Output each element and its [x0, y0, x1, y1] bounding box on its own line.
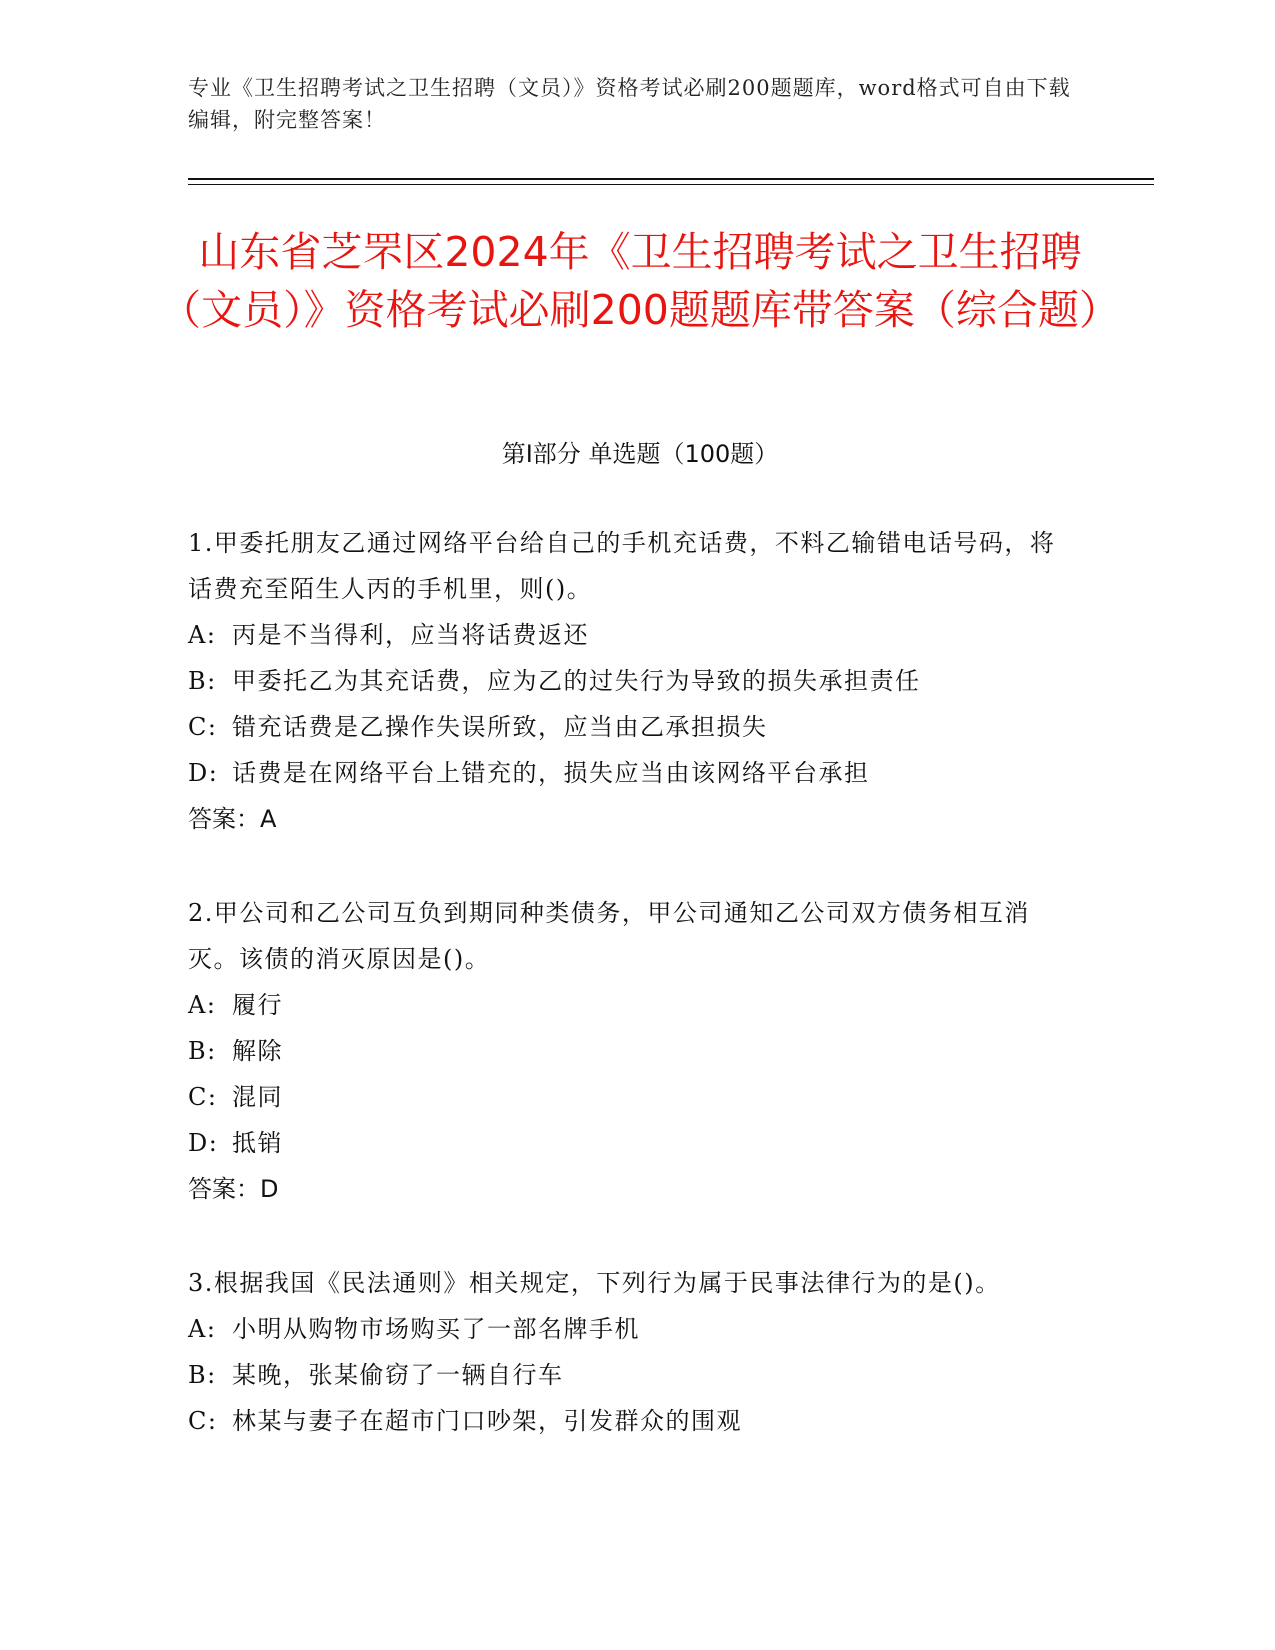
- option-text: 履行: [232, 991, 283, 1019]
- option-text: 丙是不当得利，应当将话费返还: [232, 621, 589, 649]
- option-key: A:: [188, 991, 217, 1019]
- header-note: 专业《卫生招聘考试之卫生招聘（文员）》资格考试必刷200题题库，word格式可自由下载编辑，附完整答案！: [188, 76, 1071, 132]
- question-stem: 2.甲公司和乙公司互负到期同种类债务，甲公司通知乙公司双方债务相互消灭。该债的消灭原因是()。: [188, 899, 1030, 973]
- question-3: [188, 1260, 1068, 1444]
- question-2: [188, 890, 1068, 1212]
- option-text: 小明从购物市场购买了一部名牌手机: [232, 1315, 640, 1343]
- option-a: [188, 1306, 1068, 1352]
- document-title: 山东省芝罘区2024年《卫生招聘考试之卫生招聘（文员）》资格考试必刷200题题库带答案（综合题）: [160, 228, 1120, 334]
- option-a: [188, 982, 1068, 1028]
- header-rule-thin: [188, 184, 1154, 185]
- option-b: [188, 658, 1068, 704]
- option-text: 抵销: [232, 1129, 283, 1157]
- option-c: [188, 1398, 1068, 1444]
- question-1: [188, 520, 1068, 842]
- question-stem: 3.根据我国《民法通则》相关规定，下列行为属于民事法律行为的是()。: [188, 1269, 1001, 1297]
- option-key: C:: [188, 713, 218, 741]
- option-key: C:: [188, 1083, 218, 1111]
- option-text: 甲委托乙为其充话费，应为乙的过失行为导致的损失承担责任: [232, 667, 921, 695]
- option-key: A:: [188, 1315, 217, 1343]
- option-key: A:: [188, 621, 217, 649]
- option-text: 话费是在网络平台上错充的，损失应当由该网络平台承担: [232, 759, 870, 787]
- answer-line: 答案：D: [188, 1175, 279, 1203]
- option-key: D:: [188, 759, 219, 787]
- option-key: D:: [188, 1129, 219, 1157]
- option-d: [188, 750, 1068, 796]
- option-d: [188, 1120, 1068, 1166]
- option-b: [188, 1352, 1068, 1398]
- option-key: B:: [188, 667, 217, 695]
- option-key: C:: [188, 1407, 218, 1435]
- option-c: [188, 704, 1068, 750]
- option-key: B:: [188, 1361, 217, 1389]
- section-title: 第I部分 单选题（100题）: [501, 440, 779, 468]
- option-text: 混同: [232, 1083, 283, 1111]
- option-text: 错充话费是乙操作失误所致，应当由乙承担损失: [232, 713, 768, 741]
- question-list: [188, 520, 1068, 1492]
- option-key: B:: [188, 1037, 217, 1065]
- option-b: [188, 1028, 1068, 1074]
- option-text: 解除: [232, 1037, 283, 1065]
- answer-line: 答案：A: [188, 805, 277, 833]
- header-rule-thick: [188, 178, 1154, 180]
- question-stem: 1.甲委托朋友乙通过网络平台给自己的手机充话费，不料乙输错电话号码，将话费充至陌生人丙的手机里，则()。: [188, 529, 1056, 603]
- option-c: [188, 1074, 1068, 1120]
- option-text: 某晚，张某偷窃了一辆自行车: [232, 1361, 564, 1389]
- option-text: 林某与妻子在超市门口吵架，引发群众的围观: [232, 1407, 742, 1435]
- option-a: [188, 612, 1068, 658]
